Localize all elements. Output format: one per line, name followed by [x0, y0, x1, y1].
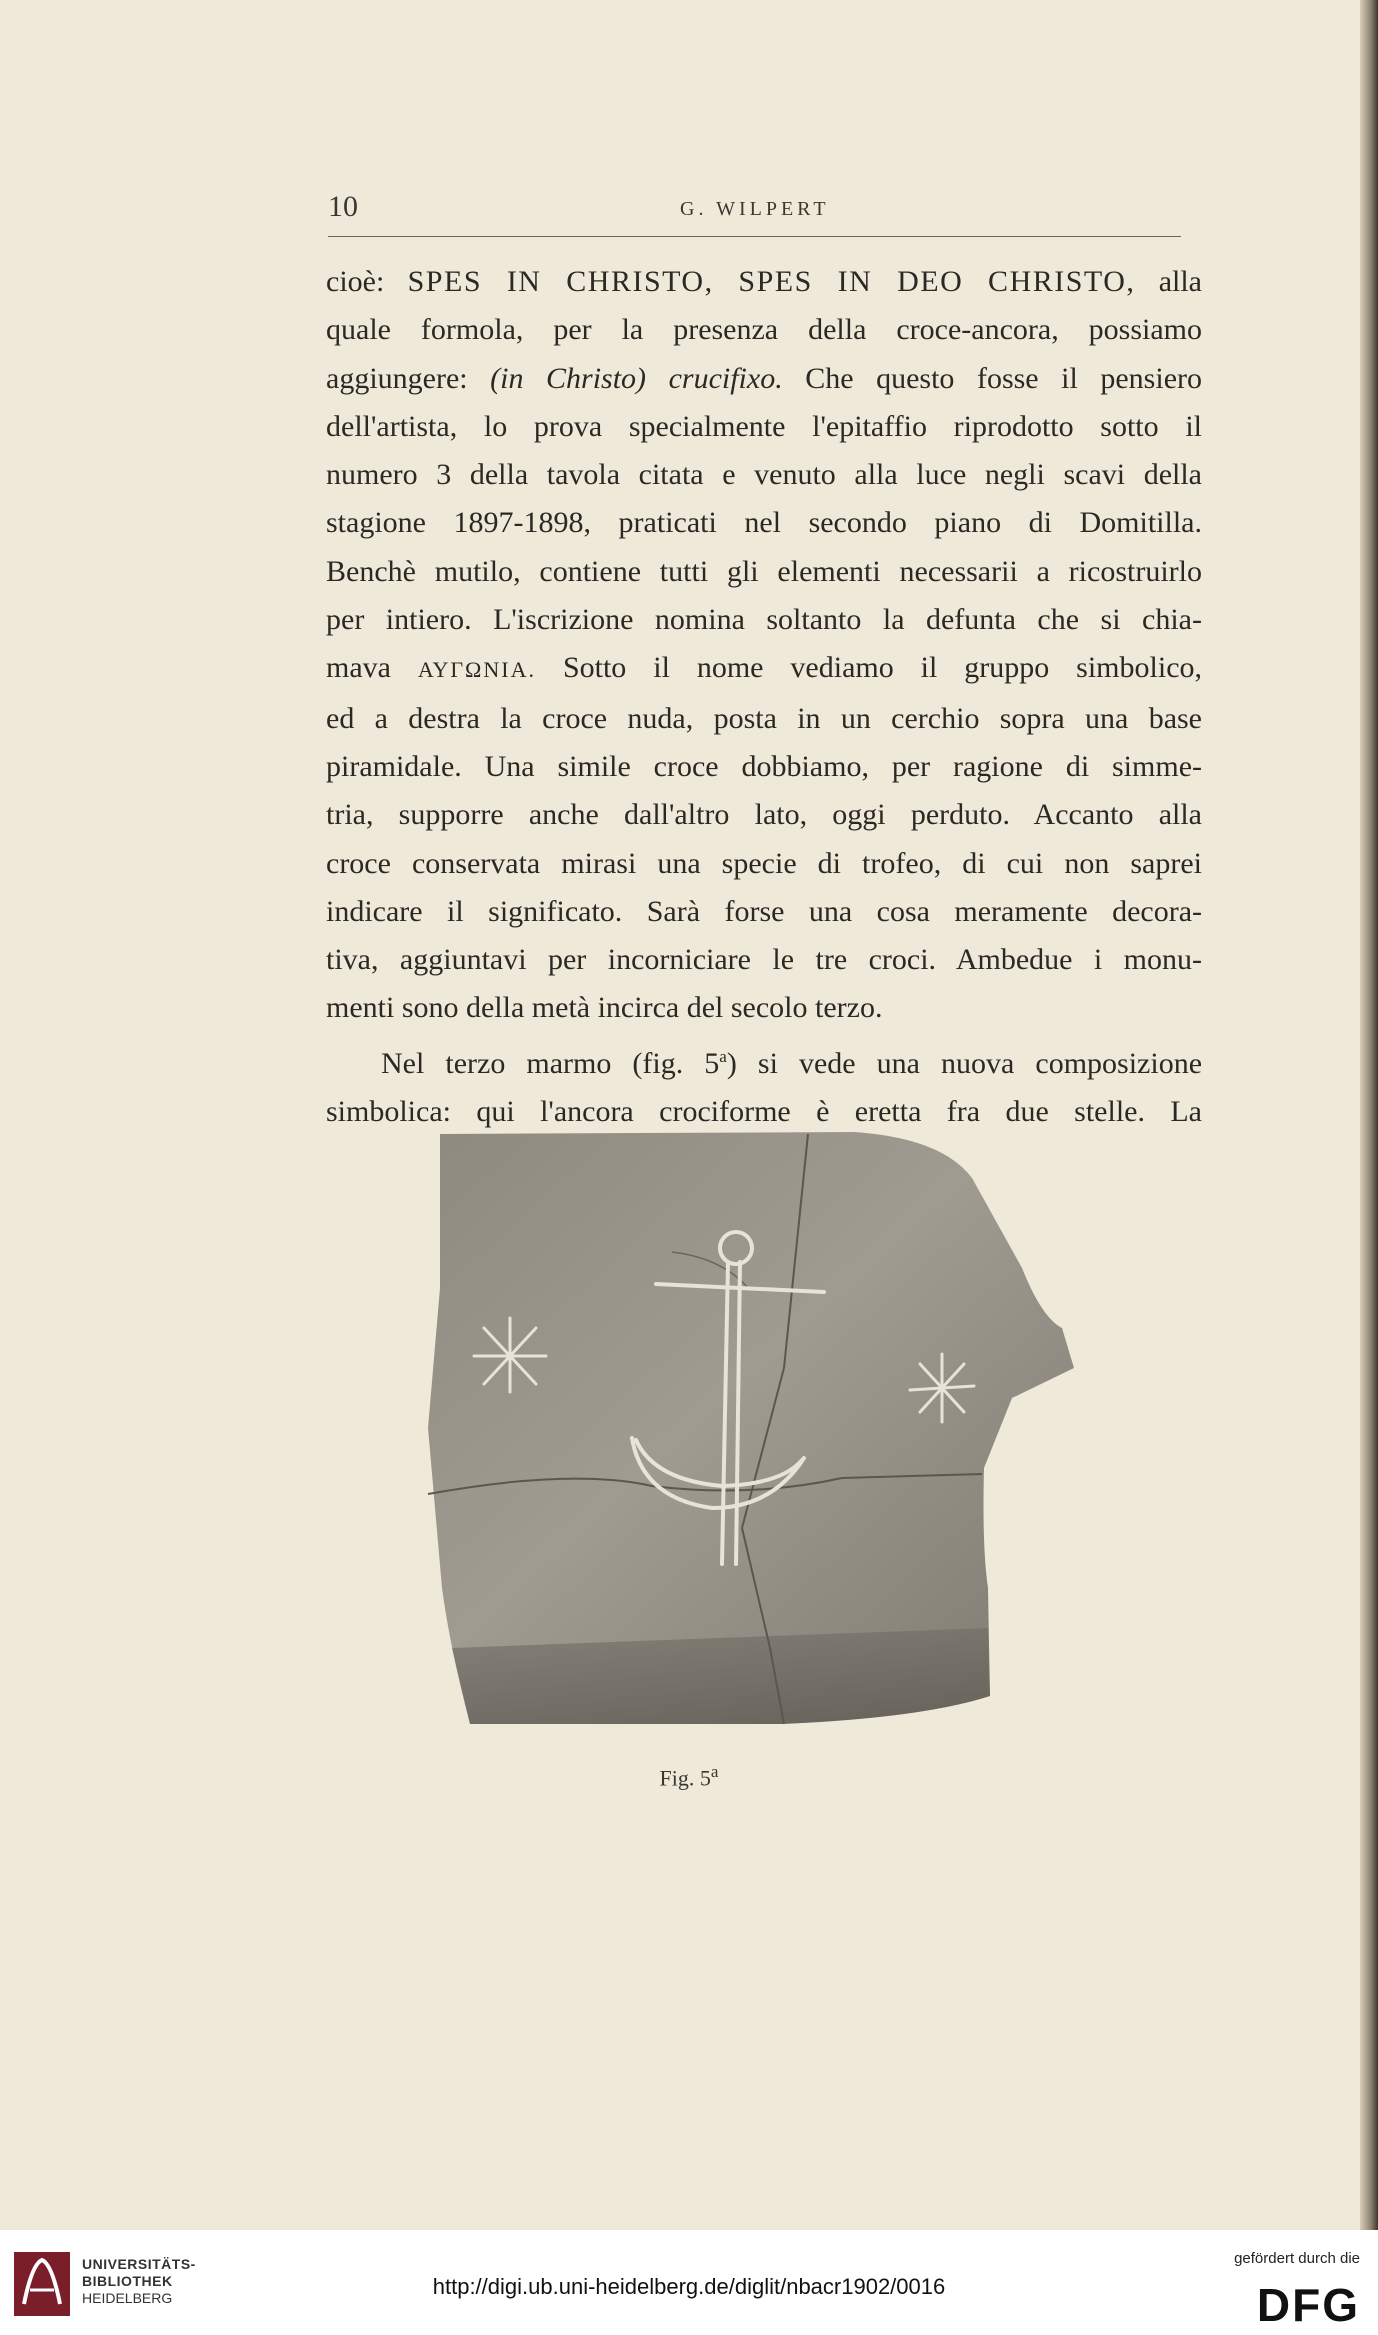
dfg-logo: DFG: [1256, 2279, 1360, 2331]
text-line: stagione 1897-1898, praticati nel secondo piano di Domitilla.: [326, 506, 1202, 540]
text-span: ) si vede una nuova composizione: [726, 1046, 1203, 1080]
marble-fragment-photo: [422, 1128, 1164, 1741]
caption-superscript: a: [710, 1762, 719, 1781]
running-head: G. WILPERT: [680, 198, 830, 220]
greek-name: ΑΥΓΩΝΙΑ.: [417, 657, 537, 683]
paragraph: [326, 258, 1202, 1033]
text-line: quale formola, per la presenza della croce-ancora, possiamo: [326, 313, 1202, 347]
text-line: tria, supporre anche dall'altro lato, oggi perduto. Accanto alla: [326, 798, 1202, 832]
star-engraving-right: [910, 1354, 974, 1422]
text-line: simbolica: qui l'ancora crociforme è eretta fra due stelle. La: [326, 1095, 1202, 1129]
text-span: aggiungere:: [326, 361, 491, 395]
text-line: ed a destra la croce nuda, posta in un cerchio sopra una base: [326, 701, 1202, 735]
text-line: dell'artista, lo prova specialmente l'epitaffio riprodotto sotto il: [326, 409, 1202, 443]
text-span: mava: [326, 651, 418, 685]
text-span: alla: [1135, 265, 1202, 298]
text-line: menti sono della metà incirca del secolo terzo.: [326, 991, 883, 1025]
text-span: Che questo fosse il pensiero: [782, 361, 1202, 395]
caption-text: Fig. 5: [659, 1765, 711, 1791]
header-rule: [328, 236, 1181, 237]
permalink-url[interactable]: http://digi.ub.uni-heidelberg.de/diglit/nbacr1902/0016: [432, 2274, 946, 2299]
page-edge-shadow: [1360, 0, 1378, 2230]
text-line: [326, 644, 1202, 694]
superscript: a: [719, 1046, 727, 1066]
digitization-footer: [0, 2230, 1378, 2335]
library-line: HEIDELBERG: [82, 2290, 173, 2306]
page-number: 10: [328, 190, 358, 223]
text-span: cioè:: [326, 265, 408, 298]
paragraph: [326, 1033, 1202, 1137]
figure-caption: [0, 1762, 1378, 1791]
text-line: piramidale. Una simile croce dobbiamo, per ragione di simme-: [326, 749, 1202, 783]
library-line: BIBLIOTHEK: [82, 2273, 173, 2289]
text-line: [326, 1033, 1202, 1088]
text-line: indicare il significato. Sarà forse una cosa meramente decora-: [326, 894, 1202, 928]
text-line: croce conservata mirasi una specie di trofeo, di cui non saprei: [326, 846, 1202, 880]
text-line: numero 3 della tavola citata e venuto alla luce negli scavi della: [326, 458, 1202, 492]
library-line: UNIVERSITÄTS-: [82, 2256, 196, 2272]
inscription-text: SPES IN CHRISTO, SPES IN DEO CHRISTO,: [407, 265, 1136, 298]
text-span: Sotto il nome vediamo il gruppo simbolico,: [536, 651, 1203, 685]
text-line: [326, 355, 1202, 403]
text-line: Benchè mutilo, contiene tutti gli elementi necessarii a ricostruirlo: [326, 554, 1202, 588]
italic-text: (in Christo) crucifixo.: [490, 361, 783, 395]
text-line: per intiero. L'iscrizione nomina soltanto la defunta che si chia-: [326, 603, 1202, 637]
text-span: Nel terzo marmo (fig. 5: [381, 1046, 720, 1080]
text-line: [326, 258, 1202, 306]
body-text: [326, 258, 1202, 1136]
text-line: tiva, aggiuntavi per incorniciare le tre croci. Ambedue i monu-: [326, 943, 1202, 977]
page-header: [328, 190, 1181, 234]
funding-note: gefördert durch die: [1234, 2250, 1360, 2267]
